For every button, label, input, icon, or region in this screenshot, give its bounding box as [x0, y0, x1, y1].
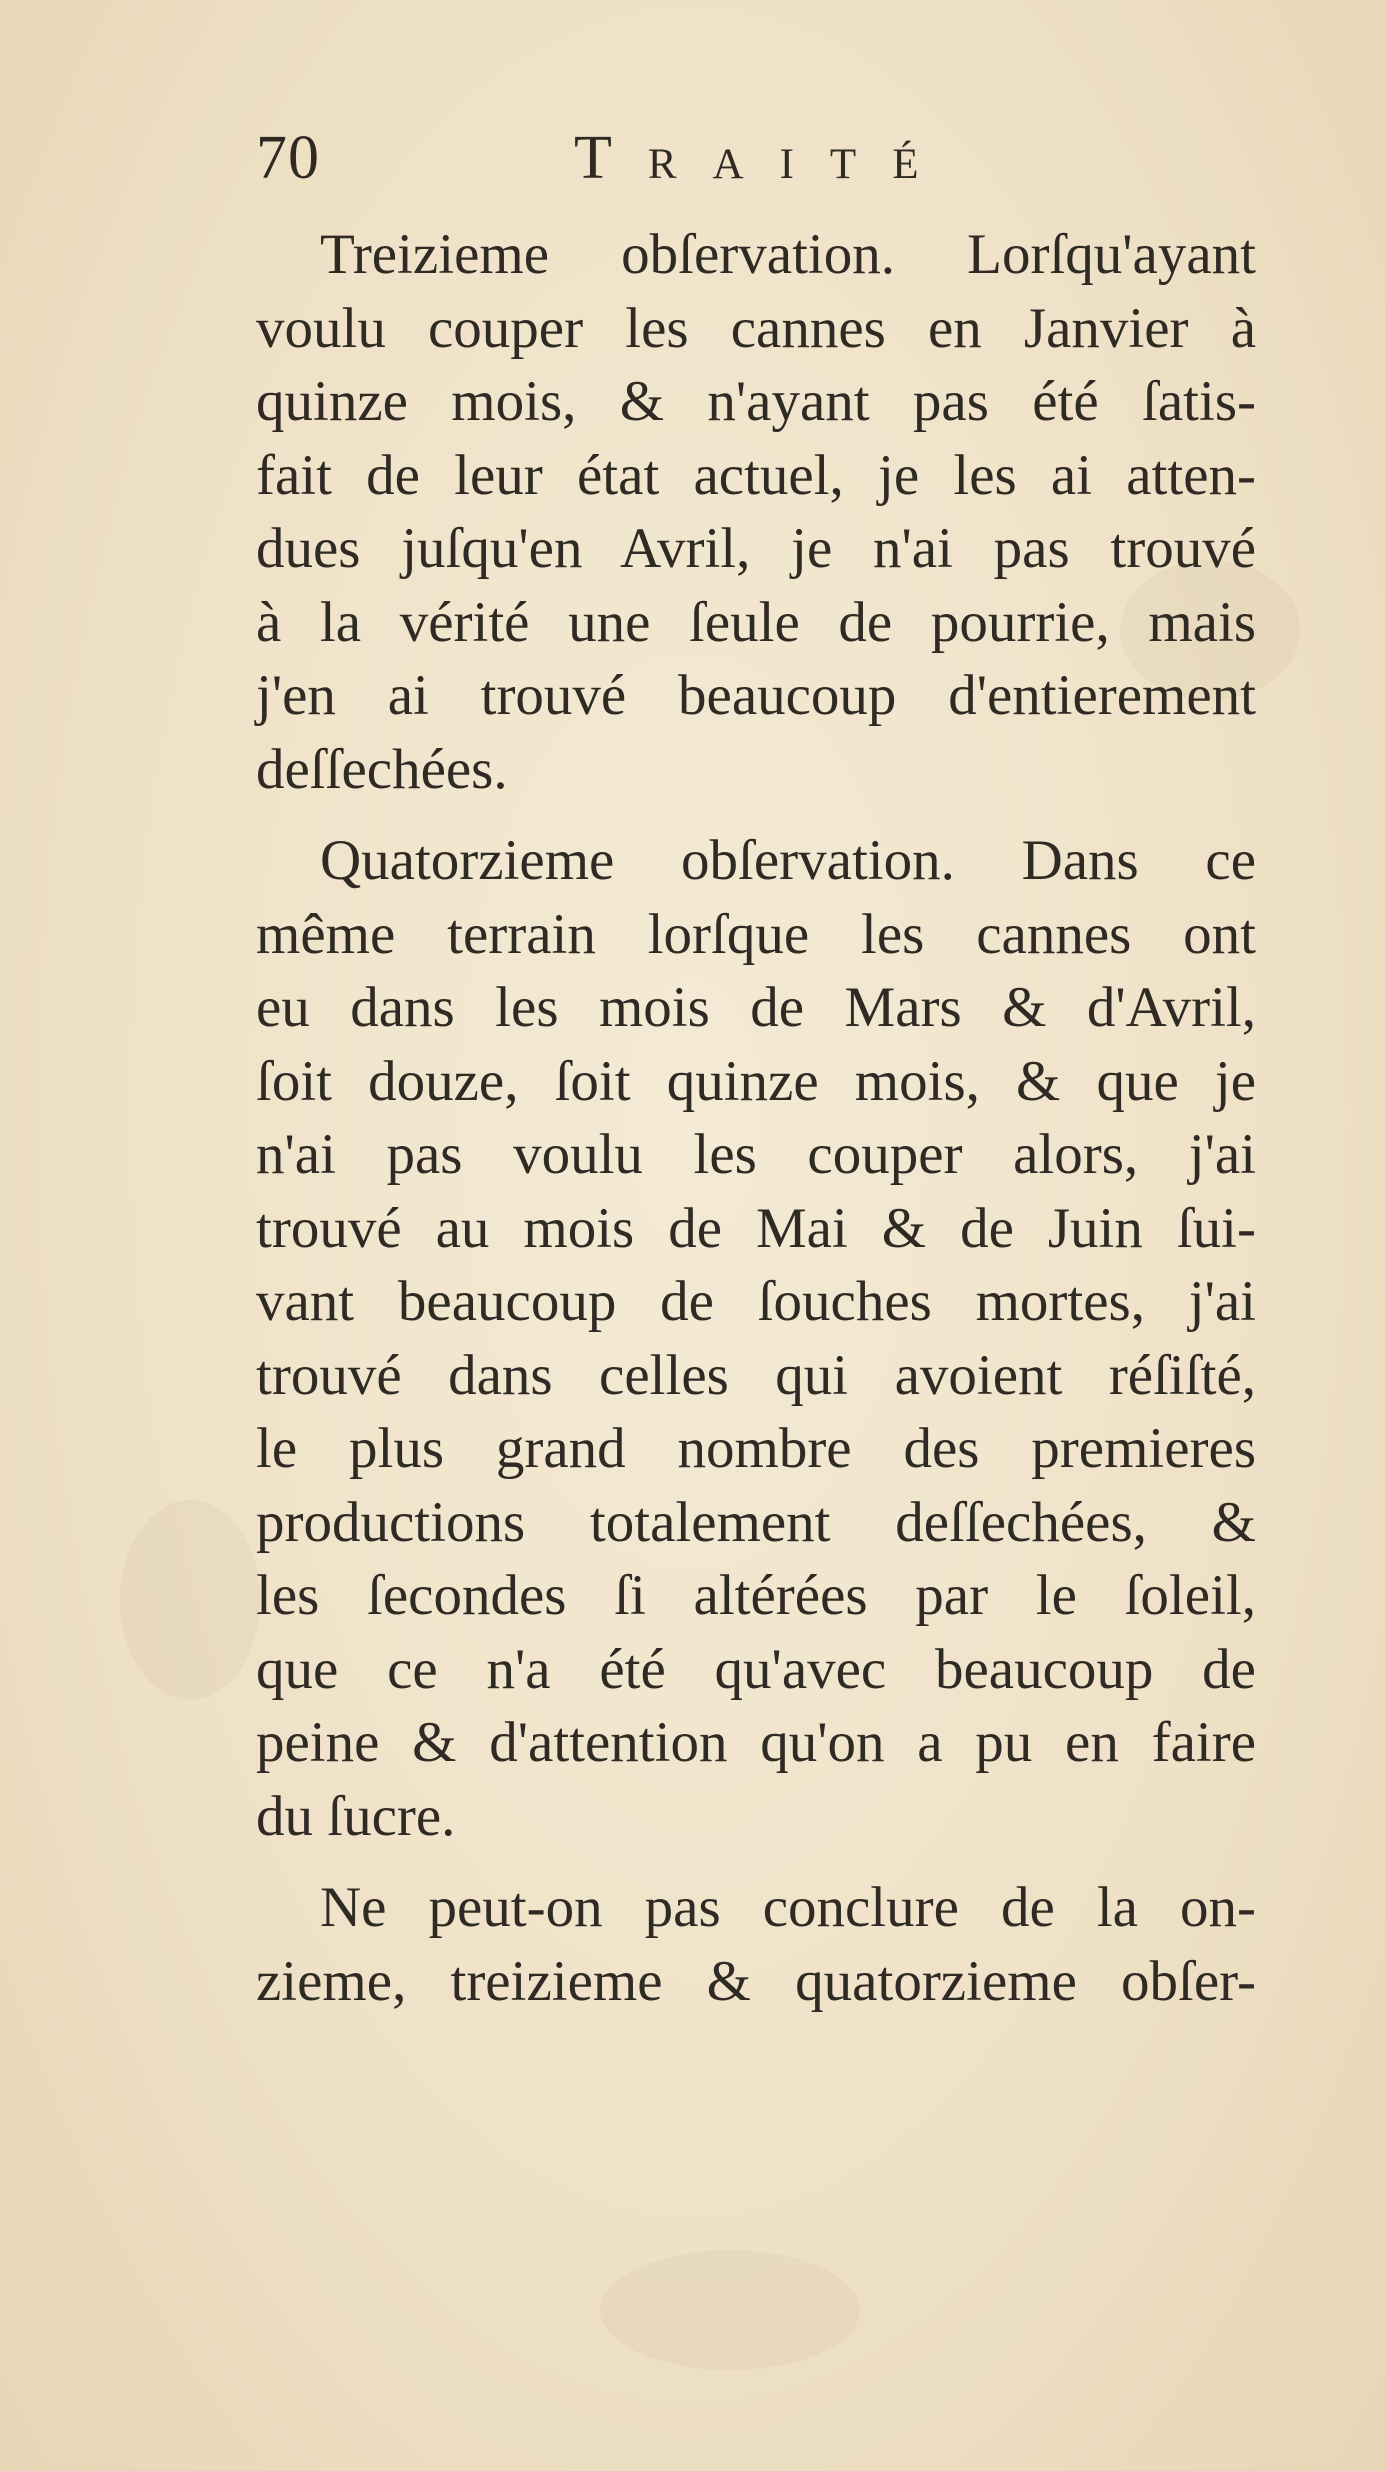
paper-stain	[120, 1500, 260, 1700]
text-line: Quatorzieme obſervation. Dans ce	[320, 829, 1256, 892]
text-line: vant beaucoup de ſouches mortes, j'ai	[256, 1270, 1256, 1333]
text-line: dues juſqu'en Avril, je n'ai pas trouvé	[256, 517, 1256, 580]
paragraph-gap	[256, 1853, 1256, 1871]
text-line: ſoit douze, ſoit quinze mois, & que je	[256, 1049, 1256, 1113]
text-line: fait de leur état actuel, je les ai atten-	[256, 443, 1256, 507]
text-line: même terrain lorſque les cannes ont	[256, 902, 1256, 966]
text-line: j'en ai trouvé beaucoup d'entierement	[256, 664, 1256, 727]
text-line: les ſecondes ſi altérées par le ſoleil,	[256, 1564, 1256, 1627]
text-line: n'ai pas voulu les couper alors, j'ai	[256, 1123, 1256, 1186]
text-line: le plus grand nombre des premieres	[256, 1417, 1256, 1480]
text-line: trouvé au mois de Mai & de Juin ſui-	[256, 1196, 1256, 1260]
paper-stain	[600, 2250, 860, 2370]
page-header	[256, 118, 1236, 198]
text-line: à la vérité une ſeule de pourrie, mais	[256, 590, 1256, 654]
text-line: du ſucre.	[256, 1784, 456, 1848]
text-line: deſſechées.	[256, 737, 508, 801]
text-line: peine & d'attention qu'on a pu en faire	[256, 1711, 1256, 1774]
running-title: Traité	[574, 124, 955, 192]
page-number: 70	[256, 124, 320, 192]
text-line: que ce n'a été qu'avec beaucoup de	[256, 1637, 1256, 1701]
text-line: trouvé dans celles qui avoient réſiſté,	[256, 1343, 1256, 1407]
text-line: eu dans les mois de Mars & d'Avril,	[256, 976, 1256, 1039]
body-text	[256, 218, 1256, 2018]
paragraph-gap	[256, 806, 1256, 824]
text-line: quinze mois, & n'ayant pas été ſatis-	[256, 370, 1256, 433]
text-line: zieme, treizieme & quatorzieme obſer-	[256, 1949, 1256, 2013]
text-line: voulu couper les cannes en Janvier à	[256, 296, 1256, 360]
text-line: Treizieme obſervation. Lorſqu'ayant	[320, 223, 1256, 286]
text-line: Ne peut-on pas conclure de la on-	[320, 1876, 1256, 1939]
text-line: productions totalement deſſechées, &	[256, 1490, 1256, 1554]
